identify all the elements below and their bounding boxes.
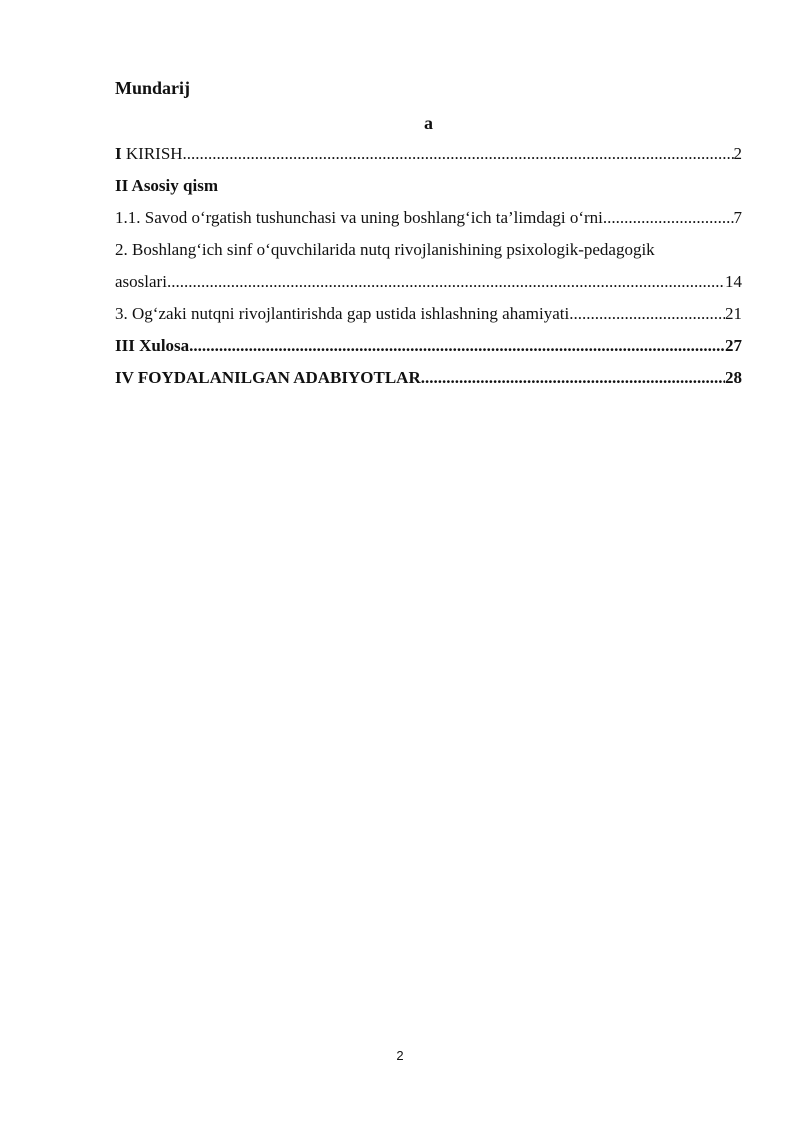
toc-page-number: 28 xyxy=(725,368,742,387)
toc-entry-xulosa[interactable] xyxy=(115,334,742,358)
table-of-contents xyxy=(115,142,742,390)
toc-page-number: 2 xyxy=(733,144,742,163)
toc-heading: Mundarij xyxy=(115,78,191,98)
toc-entry-adabiyotlar[interactable] xyxy=(115,366,742,390)
toc-entry-title-line1: 2. Boshlang‘ich sinf o‘quvchilarida nutq rivojlanishining psixologik-pedagogik xyxy=(115,240,655,259)
toc-dot-leader xyxy=(421,366,725,390)
toc-page-number: 27 xyxy=(725,336,742,355)
toc-heading-continuation: a xyxy=(424,113,433,133)
toc-dot-leader xyxy=(569,302,725,326)
toc-dot-leader xyxy=(603,206,734,230)
toc-entry-text: KIRISH xyxy=(125,144,183,163)
toc-entry-nutq-rivojlanishi[interactable] xyxy=(115,238,742,294)
toc-entry-kirish[interactable] xyxy=(115,142,742,166)
toc-entry-title xyxy=(115,142,183,166)
toc-entry-prefix: I xyxy=(115,144,122,163)
toc-entry-title: 1.1. Savod o‘rgatish tushunchasi va uning boshlang‘ich ta’limdagi o‘rni xyxy=(115,208,603,227)
toc-dot-leader xyxy=(189,334,725,358)
toc-dot-leader xyxy=(167,270,725,294)
toc-entry-title-line2: asoslari xyxy=(115,272,167,291)
toc-entry-asosiy-qism[interactable] xyxy=(115,174,742,198)
toc-dot-leader xyxy=(183,142,734,166)
toc-entry-title: II Asosiy qism xyxy=(115,176,218,195)
toc-page-number: 21 xyxy=(725,304,742,323)
toc-entry-title: III Xulosa xyxy=(115,336,190,355)
toc-page-number: 7 xyxy=(733,208,742,227)
toc-entry-line2 xyxy=(115,270,742,294)
toc-entry-title: 3. Og‘zaki nutqni rivojlantirishda gap ustida ishlashning ahamiyati xyxy=(115,304,570,323)
toc-entry-savod[interactable] xyxy=(115,206,742,230)
toc-entry-title: IV FOYDALANILGAN ADABIYOTLAR xyxy=(115,368,421,387)
toc-entry-ogzaki-nutq[interactable] xyxy=(115,302,742,326)
toc-page-number: 14 xyxy=(725,272,742,291)
page-number-footer: 2 xyxy=(396,1048,404,1063)
